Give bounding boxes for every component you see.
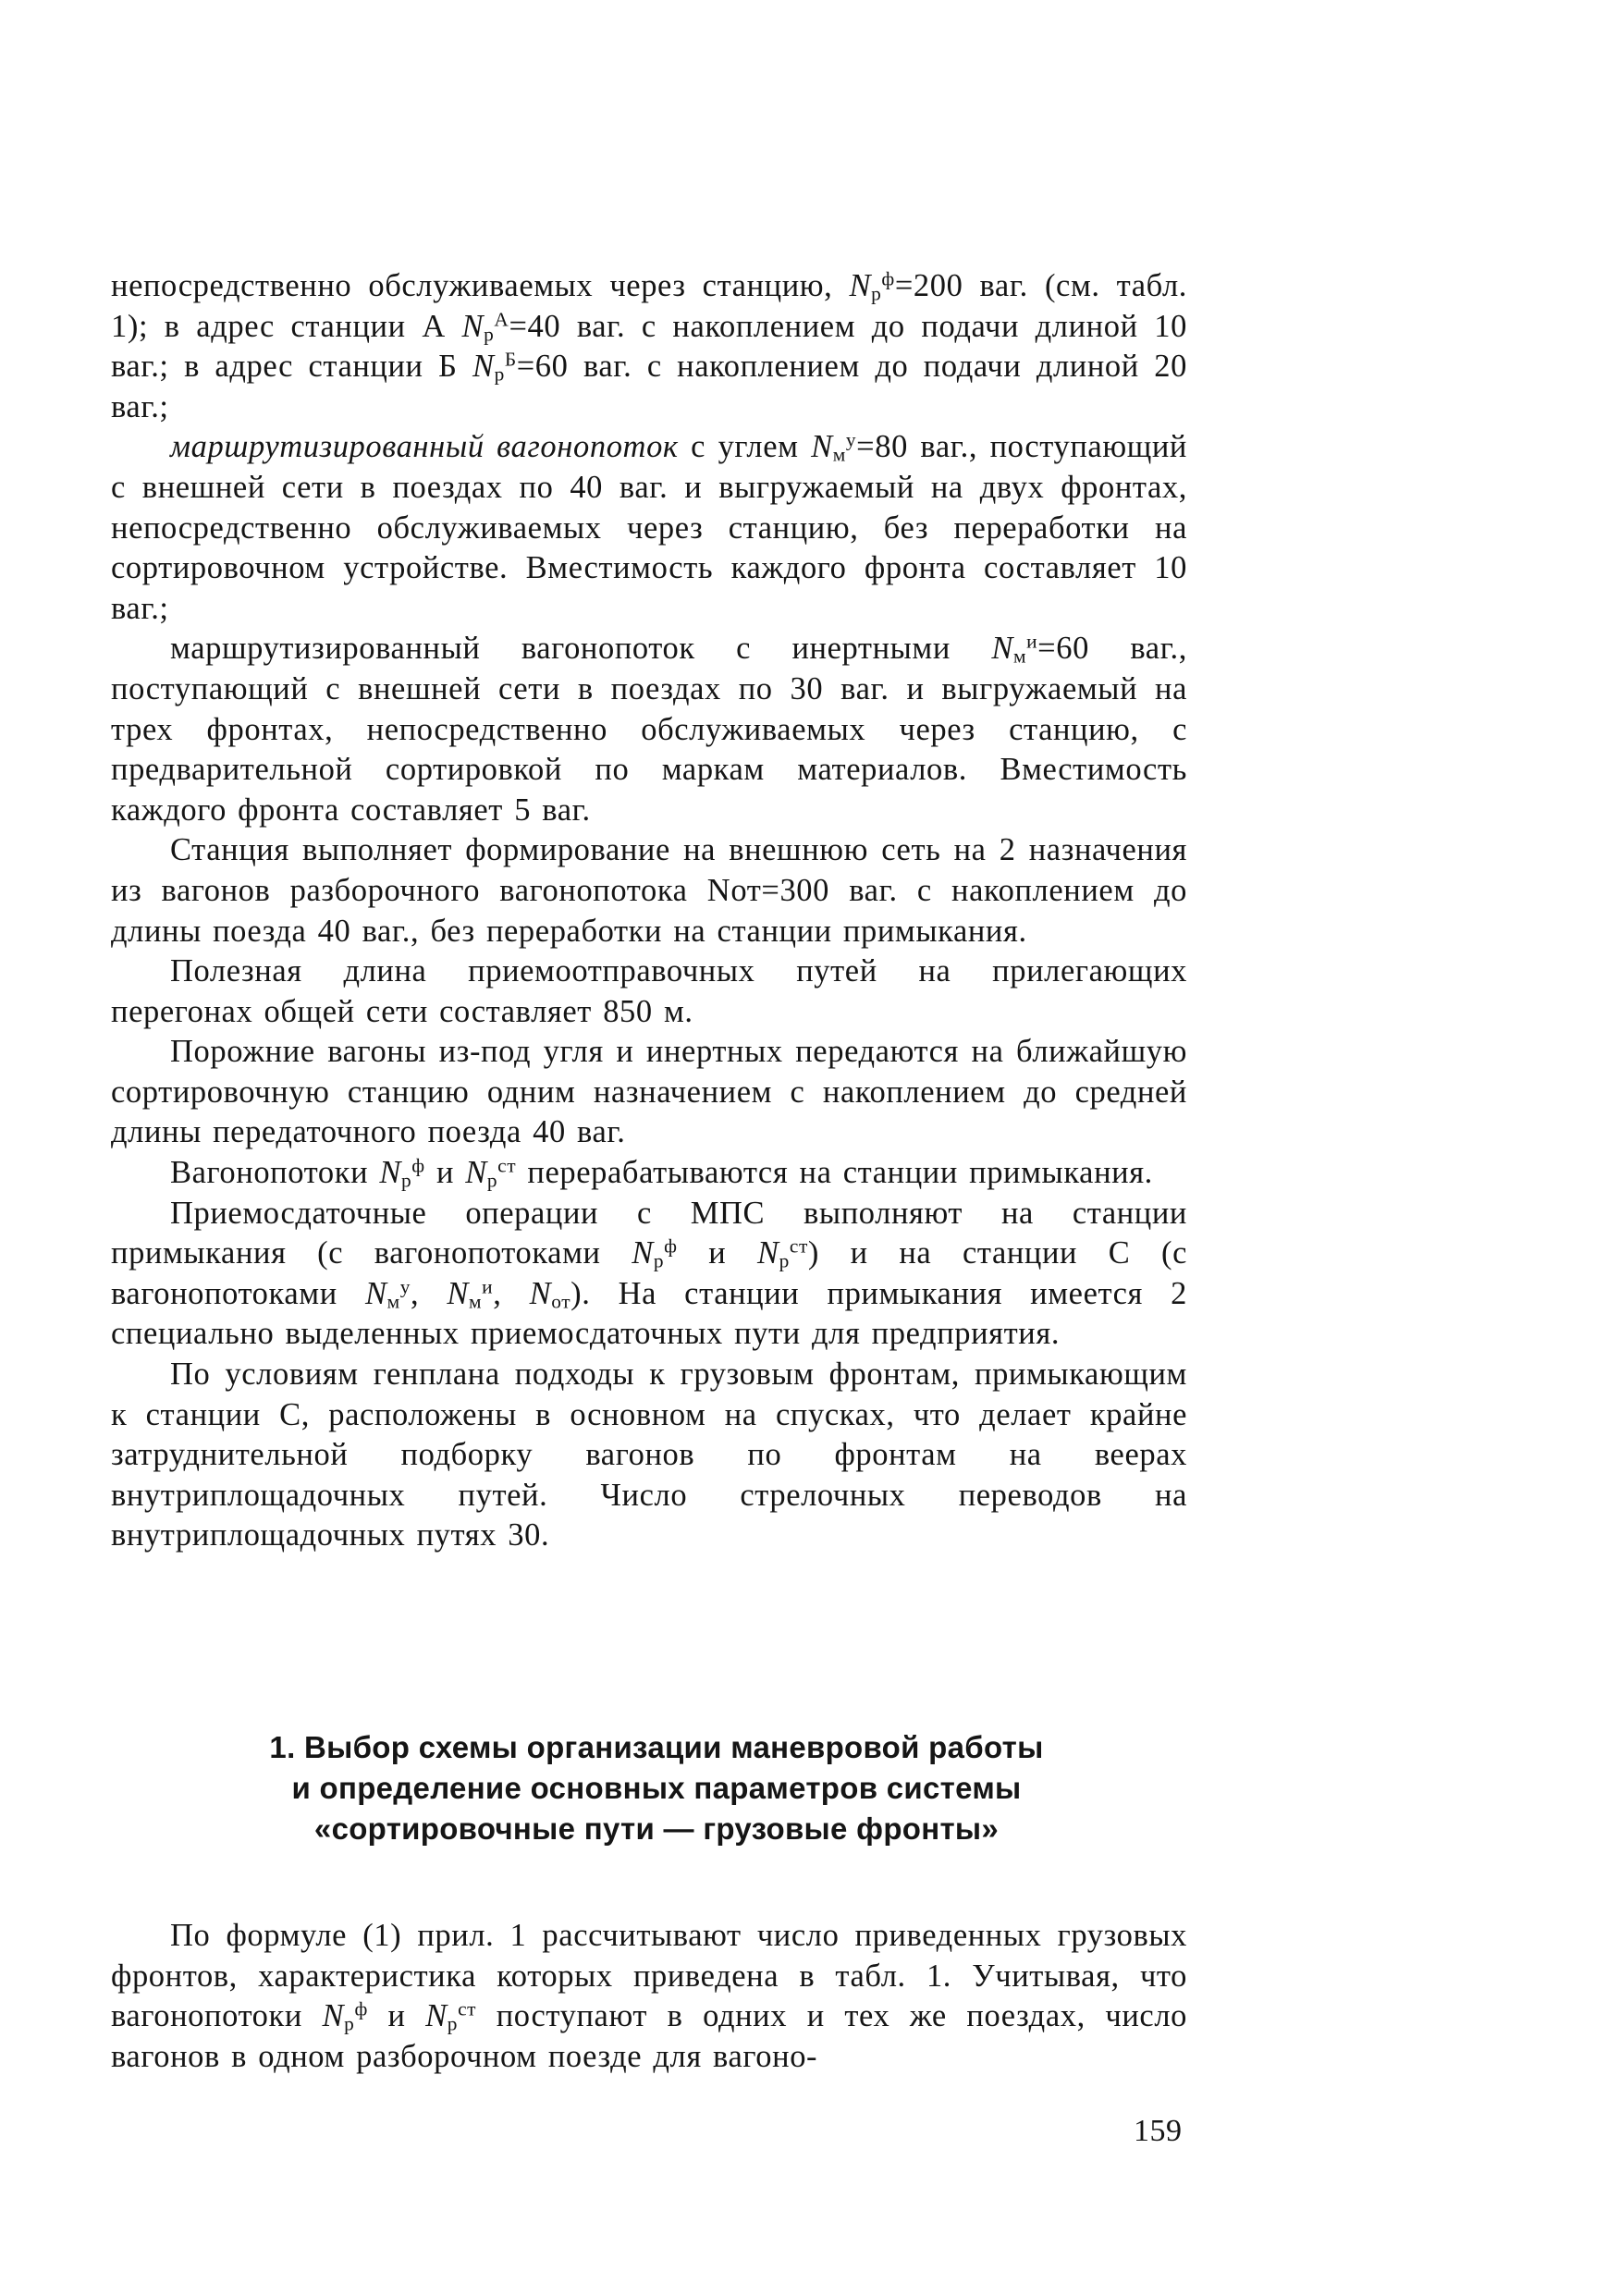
paragraph <box>111 427 1187 629</box>
page-number: 159 <box>1134 2114 1183 2148</box>
paragraph-text: маршрутизированный вагонопоток с углем $N_м^у=80$ ваг., поступающий с внешней сети в поездах по 40 ваг. и выгружаемый на двух фронтах, непосредственно обслуживаемых через станцию, без переработки на сортировочном устройстве. Вместимость каждого фронта составляет 10 ваг.; <box>111 428 1187 626</box>
heading-line: 1. Выбор схемы организации маневровой работы <box>269 1730 1044 1764</box>
paragraph <box>111 1916 1187 2077</box>
paragraph-text: По формуле (1) прил. 1 рассчитывают число приведенных грузовых фронтов, характеристика которых приведена в табл. 1. Учитывая, что вагонопотоки $N_р^ф$ и $N_р^{ст}$ поступают в одних и тех же поездах, число вагонов в одном разборочном поезде для вагоно- <box>111 1918 1187 2074</box>
paragraph-text: Порожние вагоны из-под угля и инертных передаются на ближайшую сортировочную станцию одним назначением с накоплением до средней длины передаточного поезда 40 ваг. <box>111 1034 1187 1150</box>
paragraph <box>111 1355 1187 1556</box>
paragraph <box>111 830 1187 952</box>
paragraph <box>111 1032 1187 1153</box>
paragraph <box>111 952 1187 1032</box>
paragraph <box>111 629 1187 830</box>
heading-line: «сортировочные пути — грузовые фронты» <box>313 1811 1000 1846</box>
body-text-after-heading <box>111 1916 1187 2077</box>
paragraph <box>111 1194 1187 1355</box>
paragraph-text: Приемосдаточные операции с МПС выполняют на станции примыкания (с вагонопотоками $N_р^ф$ и $N_р^{ст}$) и на станции С (с вагонопотоками $N_м^у$, $N_м^и$, $N_{от}$). На станции примыкания имеется 2 специально выделенных приемосдаточных пути для предприятия. <box>111 1195 1188 1352</box>
section-heading <box>148 1727 1165 1849</box>
paragraph-text: По условиям генплана подходы к грузовым фронтам, примыкающим к станции С, расположены в основном на спусках, что делает крайне затруднительной подборку вагонов по фронтам на веерах внутриплощадочных путей. Число стрелочных переводов на внутриплощадочных путях 30. <box>111 1357 1187 1553</box>
paragraph-text: Вагонопотоки $N_р^ф$ и $N_р^{ст}$ перерабатываются на станции примыкания. <box>170 1154 1153 1192</box>
body-text <box>111 266 1187 1556</box>
paragraph <box>111 266 1187 427</box>
paragraph-text: непосредственно обслуживаемых через станцию, $N_р^ф=200$ ваг. (см. табл. 1); в адрес станции А $N_р^А=40$ ваг. с накоплением до подачи длиной 10 ваг.; в адрес станции Б $N_р^Б=60$ ваг. с накоплением до подачи длиной 20 ваг.; <box>111 267 1188 424</box>
paragraph-text: маршрутизированный вагонопоток с инертными $N_м^и=60$ ваг., поступающий с внешней сети в поездах по 30 ваг. и выгружаемый на трех фронтах, непосредственно обслуживаемых через станцию, с предварительной сортировкой по маркам материалов. Вместимость каждого фронта составляет 5 ваг. <box>111 630 1188 828</box>
heading-line: и определение основных параметров системы <box>291 1771 1022 1805</box>
paragraph-text: Полезная длина приемоотправочных путей на прилегающих перегонах общей сети составляет 850 м. <box>111 953 1187 1029</box>
paragraph <box>111 1153 1187 1194</box>
paragraph-text: Станция выполняет формирование на внешнюю сеть на 2 назначения из вагонов разборочного вагонопотока Nот=300 ваг. с накоплением до длины поезда 40 ваг., без переработки на станции примыкания. <box>111 832 1187 949</box>
